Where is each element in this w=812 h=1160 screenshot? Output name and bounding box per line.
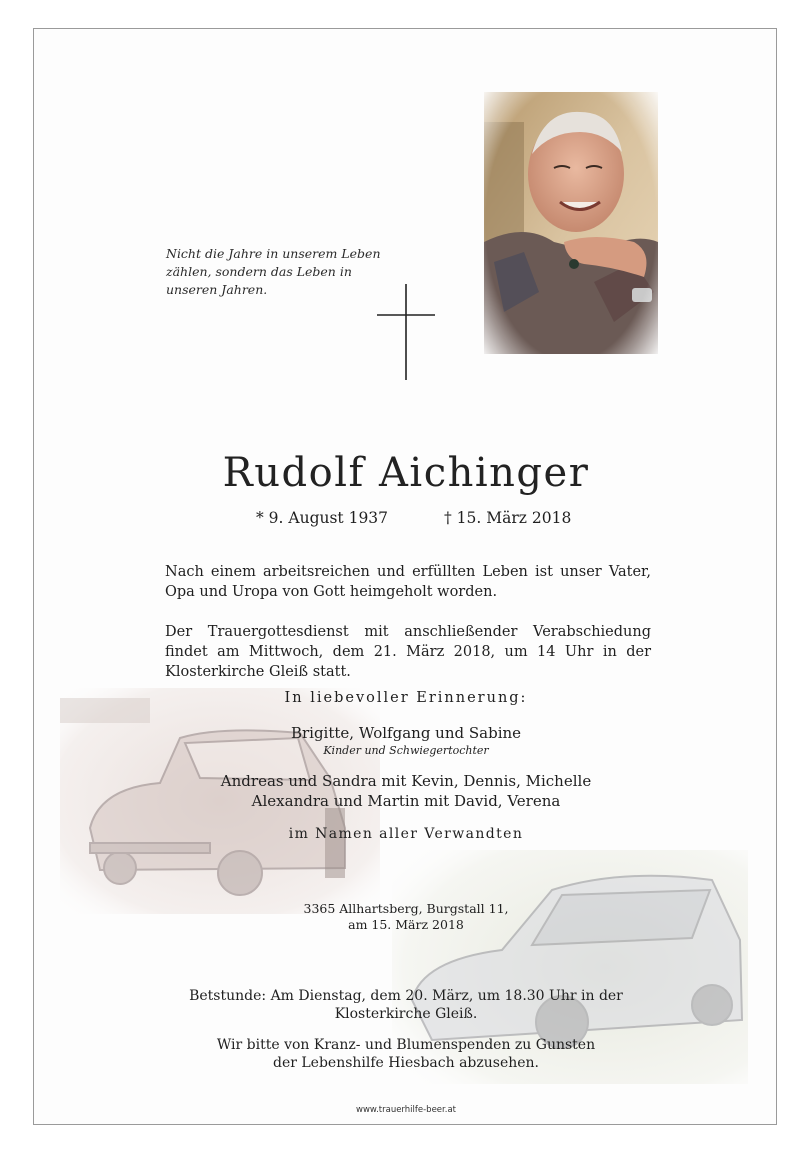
family-group: Andreas und Sandra mit Kevin, Dennis, Michelle (220, 772, 592, 790)
death-date: † 15. März 2018 (444, 509, 572, 527)
relatives-closing: im Namen aller Verwandten (288, 826, 524, 842)
family-role: Kinder und Schwiegertochter (323, 744, 489, 757)
portrait-photo (484, 92, 658, 354)
flowers-notice: Wir bitte von Kranz- und Blumenspenden zu Gunsten (216, 1037, 596, 1053)
deceased-name: Rudolf Aichinger (222, 450, 590, 496)
birth-date: * 9. August 1937 (256, 509, 389, 527)
quote-line: Nicht die Jahre in unserem Leben (166, 246, 381, 261)
website-link[interactable]: www.trauerhilfe-beer.at (356, 1105, 456, 1115)
quote-line: unseren Jahren. (166, 282, 268, 297)
address-date: am 15. März 2018 (348, 917, 464, 932)
family-group: Alexandra und Martin mit David, Verena (251, 792, 561, 810)
quote-line: zählen, sondern das Leben in (166, 264, 352, 279)
flowers-notice: der Lebenshilfe Hiesbach abzusehen. (272, 1055, 540, 1071)
service-paragraph: Der Trauergottesdienst mit anschließender Verabschiedung findet am Mittwoch, dem 21. März 2018, um 14 Uhr in der Klosterkirche Gleiß statt. (165, 624, 651, 680)
cross-icon (375, 282, 437, 382)
prayer-notice: Betstunde: Am Dienstag, dem 20. März, um 18.30 Uhr in der (189, 988, 623, 1004)
announcement-paragraph: Nach einem arbeitsreichen und erfüllten Leben ist unser Vater, Opa und Uropa von Gott heimgeholt worden. (165, 564, 651, 600)
address-line: 3365 Allhartsberg, Burgstall 11, (303, 901, 509, 916)
memory-intro: In liebevoller Erinnerung: (284, 690, 528, 706)
family-group: Brigitte, Wolfgang und Sabine (290, 724, 522, 742)
memorial-quote (166, 245, 386, 299)
prayer-notice: Klosterkirche Gleiß. (334, 1006, 478, 1022)
